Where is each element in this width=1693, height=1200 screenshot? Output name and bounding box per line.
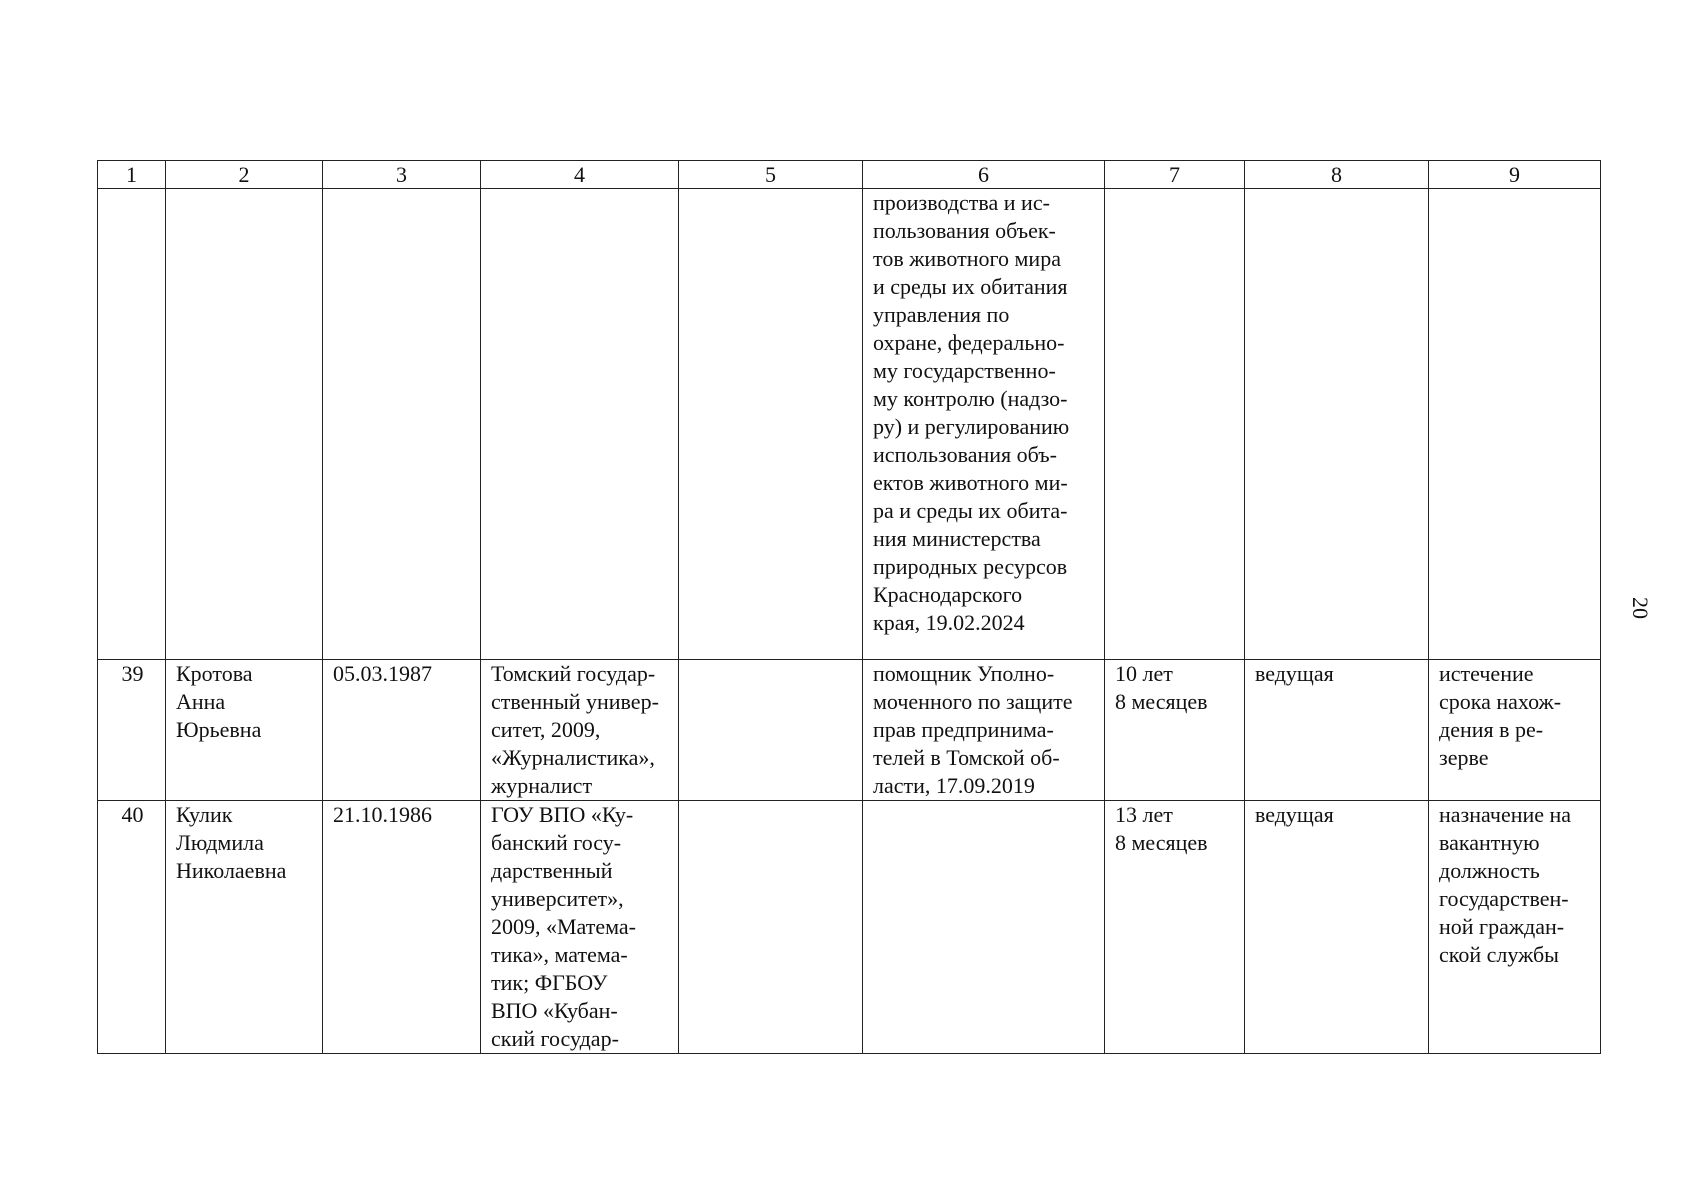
cell-reason: назначение на вакантную должность государствен- ной граждан- ской службы [1429,801,1601,1054]
header-col-9: 9 [1429,161,1601,189]
table-header-row [98,161,1601,189]
cell-number: 40 [98,801,166,1054]
cell-full-name: Кротова Анна Юрьевна [166,660,323,801]
table-row-continuation [98,189,1601,660]
cell-col-5 [679,189,863,660]
table-row [98,801,1601,1054]
cell-birth-date: 05.03.1987 [323,660,481,801]
header-col-5: 5 [679,161,863,189]
cell-col-5 [679,801,863,1054]
cell-number: 39 [98,660,166,801]
cell-birth-date: 21.10.1986 [323,801,481,1054]
header-col-1: 1 [98,161,166,189]
cell-education: Томский государ- ственный универ- ситет, 2009, «Журналистика», журналист [481,660,679,801]
cell-full-name: Кулик Людмила Николаевна [166,801,323,1054]
cell-group [1245,189,1429,660]
table-row [98,660,1601,801]
header-col-2: 2 [166,161,323,189]
cell-position: помощник Уполно- моченного по защите прав предпринима- телей в Томской об- ласти, 17.09.2019 [863,660,1105,801]
cell-position [863,801,1105,1054]
header-col-7: 7 [1105,161,1245,189]
personnel-reserve-table [97,160,1601,1054]
header-col-8: 8 [1245,161,1429,189]
header-col-6: 6 [863,161,1105,189]
cell-number [98,189,166,660]
header-col-3: 3 [323,161,481,189]
cell-experience: 10 лет 8 месяцев [1105,660,1245,801]
cell-experience: 13 лет 8 месяцев [1105,801,1245,1054]
cell-reason: истечение срока нахож- дения в ре- зерве [1429,660,1601,801]
cell-position: производства и ис- пользования объек- тов животного мира и среды их обитания управления по охране, федерально- му государственно- му контролю (надзо- ру) и регулированию использования объ- ектов животного ми- ра и среды их обита- ния министерства природных ресурсов Краснодарского края, 19.02.2024 [863,189,1105,660]
cell-group: ведущая [1245,801,1429,1054]
cell-full-name [166,189,323,660]
cell-experience [1105,189,1245,660]
cell-birth-date [323,189,481,660]
header-col-4: 4 [481,161,679,189]
page-number: 20 [1628,597,1653,619]
cell-education [481,189,679,660]
cell-reason [1429,189,1601,660]
cell-education: ГОУ ВПО «Ку- банский госу- дарственный университет», 2009, «Матема- тика», матема- тик; ФГБОУ ВПО «Кубан- ский государ- [481,801,679,1054]
cell-col-5 [679,660,863,801]
cell-group: ведущая [1245,660,1429,801]
